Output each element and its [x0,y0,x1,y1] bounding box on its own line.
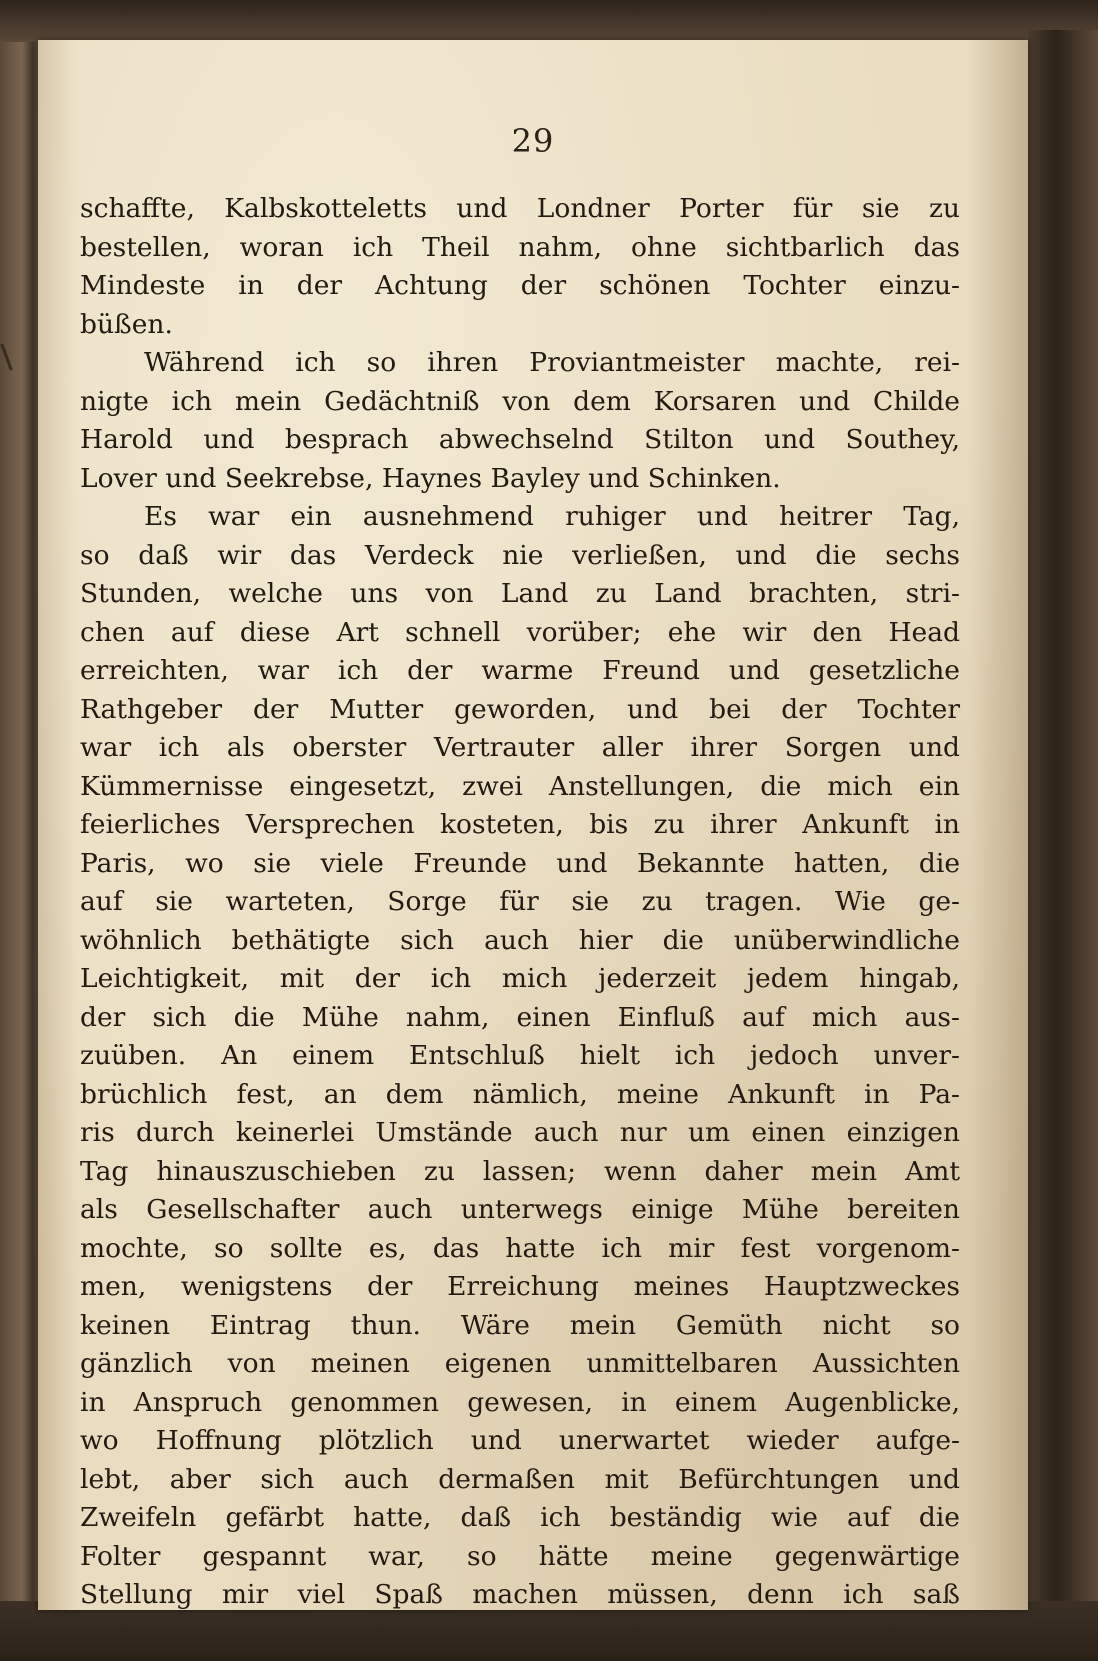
text-line: Während ich so ihren Proviantmeister machte, rei- [144,347,960,378]
text-line: chen auf diese Art schnell vorüber; ehe wir den Head [80,616,960,648]
text-line: feierliches Versprechen kosteten, bis zu ihrer Ankunft in [80,809,960,840]
book-cover-top-edge [0,0,1098,42]
text-line: nigte ich mein Gedächtniß von dem Korsaren und Childe [80,385,960,417]
text-line: Rathgeber der Mutter geworden, und bei der Tochter [80,693,960,725]
text-line: Stellung mir viel Spaß machen müssen, denn ich saß [80,1579,960,1610]
text-line: büßen. [80,308,173,340]
text-line: Paris, wo sie viele Freunde und Bekannte hatten, die [80,847,960,879]
margin-mark [0,343,12,370]
text-line: Es war ein ausnehmend ruhiger und heitrer Tag, [144,501,960,532]
text-line: Mindeste in der Achtung der schönen Tochter einzu- [80,270,960,301]
text-line: brüchlich fest, an dem nämlich, meine Ankunft in Pa- [80,1078,960,1110]
text-line: Harold und besprach abwechselnd Stilton und Southey, [80,424,960,455]
text-line: mochte, so sollte es, das hatte ich mir fest vorgenom- [80,1232,960,1264]
text-line: Folter gespannt war, so hätte meine gegenwärtige [80,1540,960,1572]
text-line: Lover und Seekrebse, Haynes Bayley und Schinken. [80,462,781,494]
text-line: erreichten, war ich der warme Freund und gesetzliche [80,655,960,686]
text-line: Tag hinauszuschieben zu lassen; wenn daher mein Amt [80,1155,960,1187]
text-line: lebt, aber sich auch dermaßen mit Befürchtungen und [80,1463,960,1495]
text-line: Stunden, welche uns von Land zu Land brachten, stri- [80,578,960,609]
text-line: schaffte, Kalbskotteletts und Londner Porter für sie zu [80,193,960,224]
text-line: Kümmernisse eingesetzt, zwei Anstellungen, die mich ein [80,770,960,802]
text-line: ris durch keinerlei Umstände auch nur um einen einzigen [80,1117,960,1148]
text-line: Leichtigkeit, mit der ich mich jederzeit jedem hingab, [80,963,960,994]
text-line: bestellen, woran ich Theil nahm, ohne sichtbarlich das [80,231,960,263]
text-line: Zweifeln gefärbt hatte, daß ich beständig wie auf die [80,1502,960,1533]
body-text [80,190,960,1615]
text-line: zuüben. An einem Entschluß hielt ich jedoch unver- [80,1040,960,1071]
text-line: men, wenigstens der Erreichung meines Hauptzweckes [80,1271,960,1302]
text-line: der sich die Mühe nahm, einen Einfluß auf mich aus- [80,1001,960,1033]
text-line: gänzlich von meinen eigenen unmittelbaren Aussichten [80,1348,960,1379]
text-line: wo Hoffnung plötzlich und unerwartet wieder aufge- [80,1425,960,1456]
book-cover-right-edge [1028,30,1098,1630]
text-line: wöhnlich bethätigte sich auch hier die unüberwindliche [80,924,960,956]
paper-page [38,40,1028,1610]
text-line: auf sie warteten, Sorge für sie zu tragen. Wie ge- [80,886,960,917]
text-line: so daß wir das Verdeck nie verließen, und die sechs [80,539,960,571]
text-line: als Gesellschafter auch unterwegs einige Mühe bereiten [80,1194,960,1225]
text-line: in Anspruch genommen gewesen, in einem Augenblicke, [80,1386,960,1418]
text-line: war ich als oberster Vertrauter aller ihrer Sorgen und [80,732,960,763]
page-number: 29 [511,122,555,160]
text-line: keinen Eintrag thun. Wäre mein Gemüth nicht so [80,1309,960,1341]
